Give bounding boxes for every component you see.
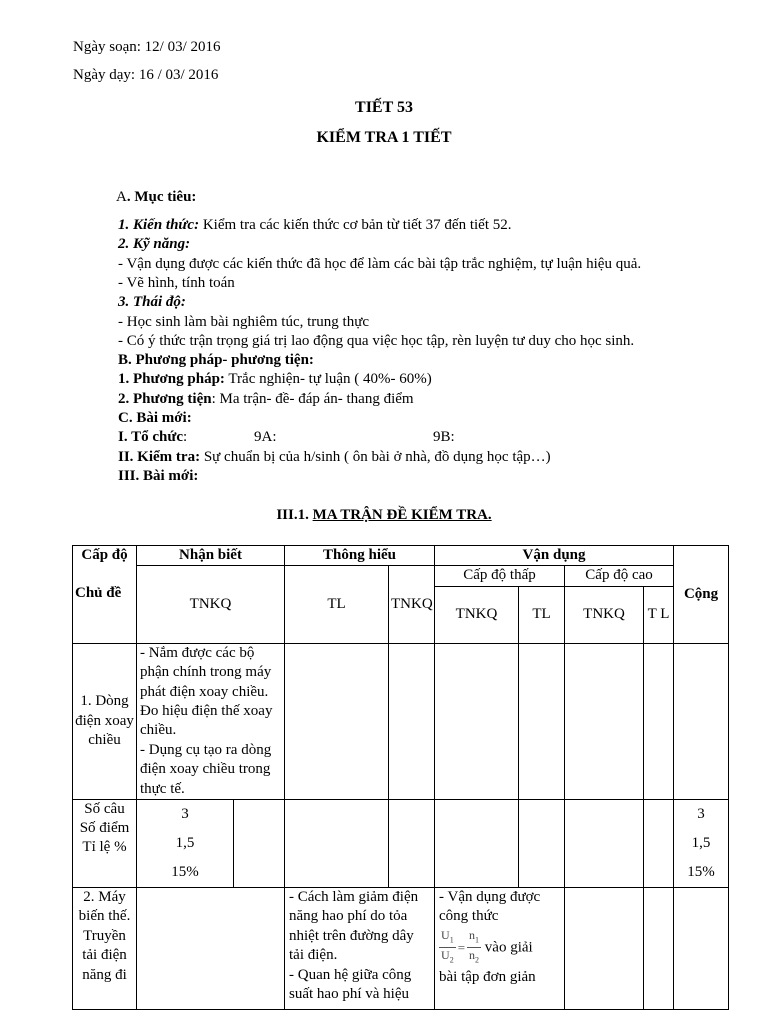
nb-content-2: - Dụng cụ tạo ra dòng điện xoay chiều trong thực tế. (140, 741, 272, 797)
vdc-tnkq-header: TNKQ (565, 586, 644, 643)
topic-cell: 2. Máy biến thế. Truyền tải điện năng đi (73, 888, 137, 1010)
matrix-title (0, 506, 768, 525)
vdt-tl-header: TL (519, 586, 565, 643)
nb-content-1: - Nắm được các bộ phận chính trong máy phát điện xoay chiều. Đo hiệu điện thế xoay chiều. (140, 644, 273, 739)
nb-tl-header: TL (285, 566, 389, 643)
formula-line: $\frac{U_1}{U_2}$ = $\frac{n_1}{n_2}$ vào giải (439, 928, 562, 968)
cap-do-thap-header: Cấp độ thấp (435, 566, 565, 586)
ngay-day: Ngày dạy: 16 / 03/ 2016 (73, 67, 219, 83)
th-tnkq-header: TNKQ (389, 566, 435, 643)
so-diem-label: Số điểm (79, 820, 130, 837)
section-a-title: . Mục tiêu: (126, 189, 197, 205)
kiem-tra-label: II. Kiểm tra: (118, 449, 201, 465)
stats-row (73, 800, 729, 888)
cong-stats-cell (674, 800, 729, 888)
ti-le-value: 15% (171, 864, 199, 881)
cong-header: Cộng (674, 546, 729, 644)
ngay-soan: Ngày soạn: 12/ 03/ 2016 (73, 39, 221, 55)
section-a-letter: A (116, 189, 127, 205)
test-matrix-table (72, 545, 729, 1010)
so-cau-value: 3 (181, 806, 189, 823)
kien-thuc-text: Kiểm tra các kiến thức cơ bản từ tiết 37 đến tiết 52. (199, 217, 512, 233)
vd-content-cell (435, 888, 565, 1010)
subheader-row (73, 566, 729, 586)
class-9b: 9B: (433, 429, 455, 445)
thai-do-item: - Có ý thức trận trọng giá trị lao động qua việc học tập, rèn luyện tư duy cho học sinh. (118, 333, 635, 349)
so-diem-value: 1,5 (175, 835, 195, 852)
formula-fraction-u: $\frac{U_1}{U_2}$ (441, 927, 454, 965)
van-dung-header: Vận dụng (435, 546, 674, 566)
cap-do-cao-header: Cấp độ cao (565, 566, 674, 586)
phuong-tien-label: 2. Phương tiện (118, 391, 212, 407)
phuong-phap-text: Trắc nghiện- tự luận ( 40%- 60%) (224, 371, 432, 387)
corner-cap-do: Cấp độ (81, 547, 128, 563)
corner-cell (73, 546, 137, 644)
cong-ti-le: 15% (687, 864, 715, 881)
matrix-title-prefix: III.1. (276, 507, 313, 523)
to-chuc-label: I. Tổ chức (118, 429, 183, 445)
kien-thuc-label: 1. Kiến thức: (118, 217, 200, 233)
thai-do-item: - Học sinh làm bài nghiêm túc, trung thực (118, 314, 369, 330)
th-content-1: - Cách làm giảm điện năng hao phí do tỏa nhiệt trên đường dây tải điện. (289, 889, 419, 964)
phuong-tien-line (118, 390, 414, 409)
thong-hieu-header: Thông hiểu (285, 546, 435, 566)
vdc-tl-header: T L (644, 586, 674, 643)
ky-nang-item: - Vẽ hình, tính toán (118, 275, 235, 291)
nhan-biet-header: Nhận biết (137, 546, 285, 566)
phuong-phap-label: 1. Phương pháp: (118, 371, 225, 387)
th-content-2: - Quan hệ giữa công suất hao phí và hiệu (289, 966, 412, 1003)
bai-moi-heading: III. Bài mới: (118, 468, 199, 484)
phuong-phap-line (118, 370, 432, 389)
kiem-tra-text: Sự chuẩn bị của h/sinh ( ôn bài ở nhà, đồ dụng học tập…) (200, 449, 551, 465)
so-cau-label: Số câu (84, 801, 125, 818)
kiem-tra-line (118, 448, 551, 467)
cong-so-diem: 1,5 (691, 835, 711, 852)
thai-do-label: 3. Thái độ: (118, 294, 186, 310)
to-chuc-line (118, 428, 187, 447)
vd-content-1: - Vận dụng được công thức (439, 889, 541, 925)
section-c-heading: C. Bài mới: (118, 410, 192, 426)
vd-content-2: vào giải (481, 939, 533, 956)
cong-so-cau: 3 (697, 806, 705, 823)
corner-chu-de: Chủ đề (75, 585, 122, 602)
th-content-cell (285, 888, 435, 1010)
page-title: KIỂM TRA 1 TIẾT (316, 129, 452, 146)
nb-tnkq-header: TNKQ (137, 566, 285, 643)
ky-nang-label: 2. Kỹ năng: (118, 236, 191, 252)
table-row (73, 888, 729, 1010)
class-9a: 9A: (254, 429, 277, 445)
nb-content-cell (137, 643, 285, 799)
nb-stats-cell (137, 800, 234, 888)
section-b-heading: B. Phương pháp- phương tiện: (118, 352, 314, 368)
table-row (73, 643, 729, 799)
ti-le-label: Tỉ lệ % (82, 839, 127, 856)
ky-nang-item: - Vận dụng được các kiến thức đã học để làm các bài tập trắc nghiệm, tự luận hiệu quả. (118, 256, 642, 272)
header-row (73, 546, 729, 566)
vdt-tnkq-header: TNKQ (435, 586, 519, 643)
topic-cell: 1. Dòng điện xoay chiều (73, 643, 137, 799)
stats-label-cell (73, 800, 137, 888)
vd-content-3: bài tập đơn giản (439, 968, 536, 985)
phuong-tien-text: : Ma trận- đề- đáp án- thang điểm (211, 391, 414, 407)
formula-fraction-n: $\frac{n_1}{n_2}$ (469, 927, 480, 965)
to-chuc-colon: : (182, 429, 188, 445)
lesson-number: TIẾT 53 (355, 99, 413, 116)
matrix-title-text: MA TRẬN ĐỀ KIỂM TRA. (312, 507, 492, 523)
section-a-heading (116, 188, 196, 207)
kien-thuc-line (118, 216, 512, 235)
